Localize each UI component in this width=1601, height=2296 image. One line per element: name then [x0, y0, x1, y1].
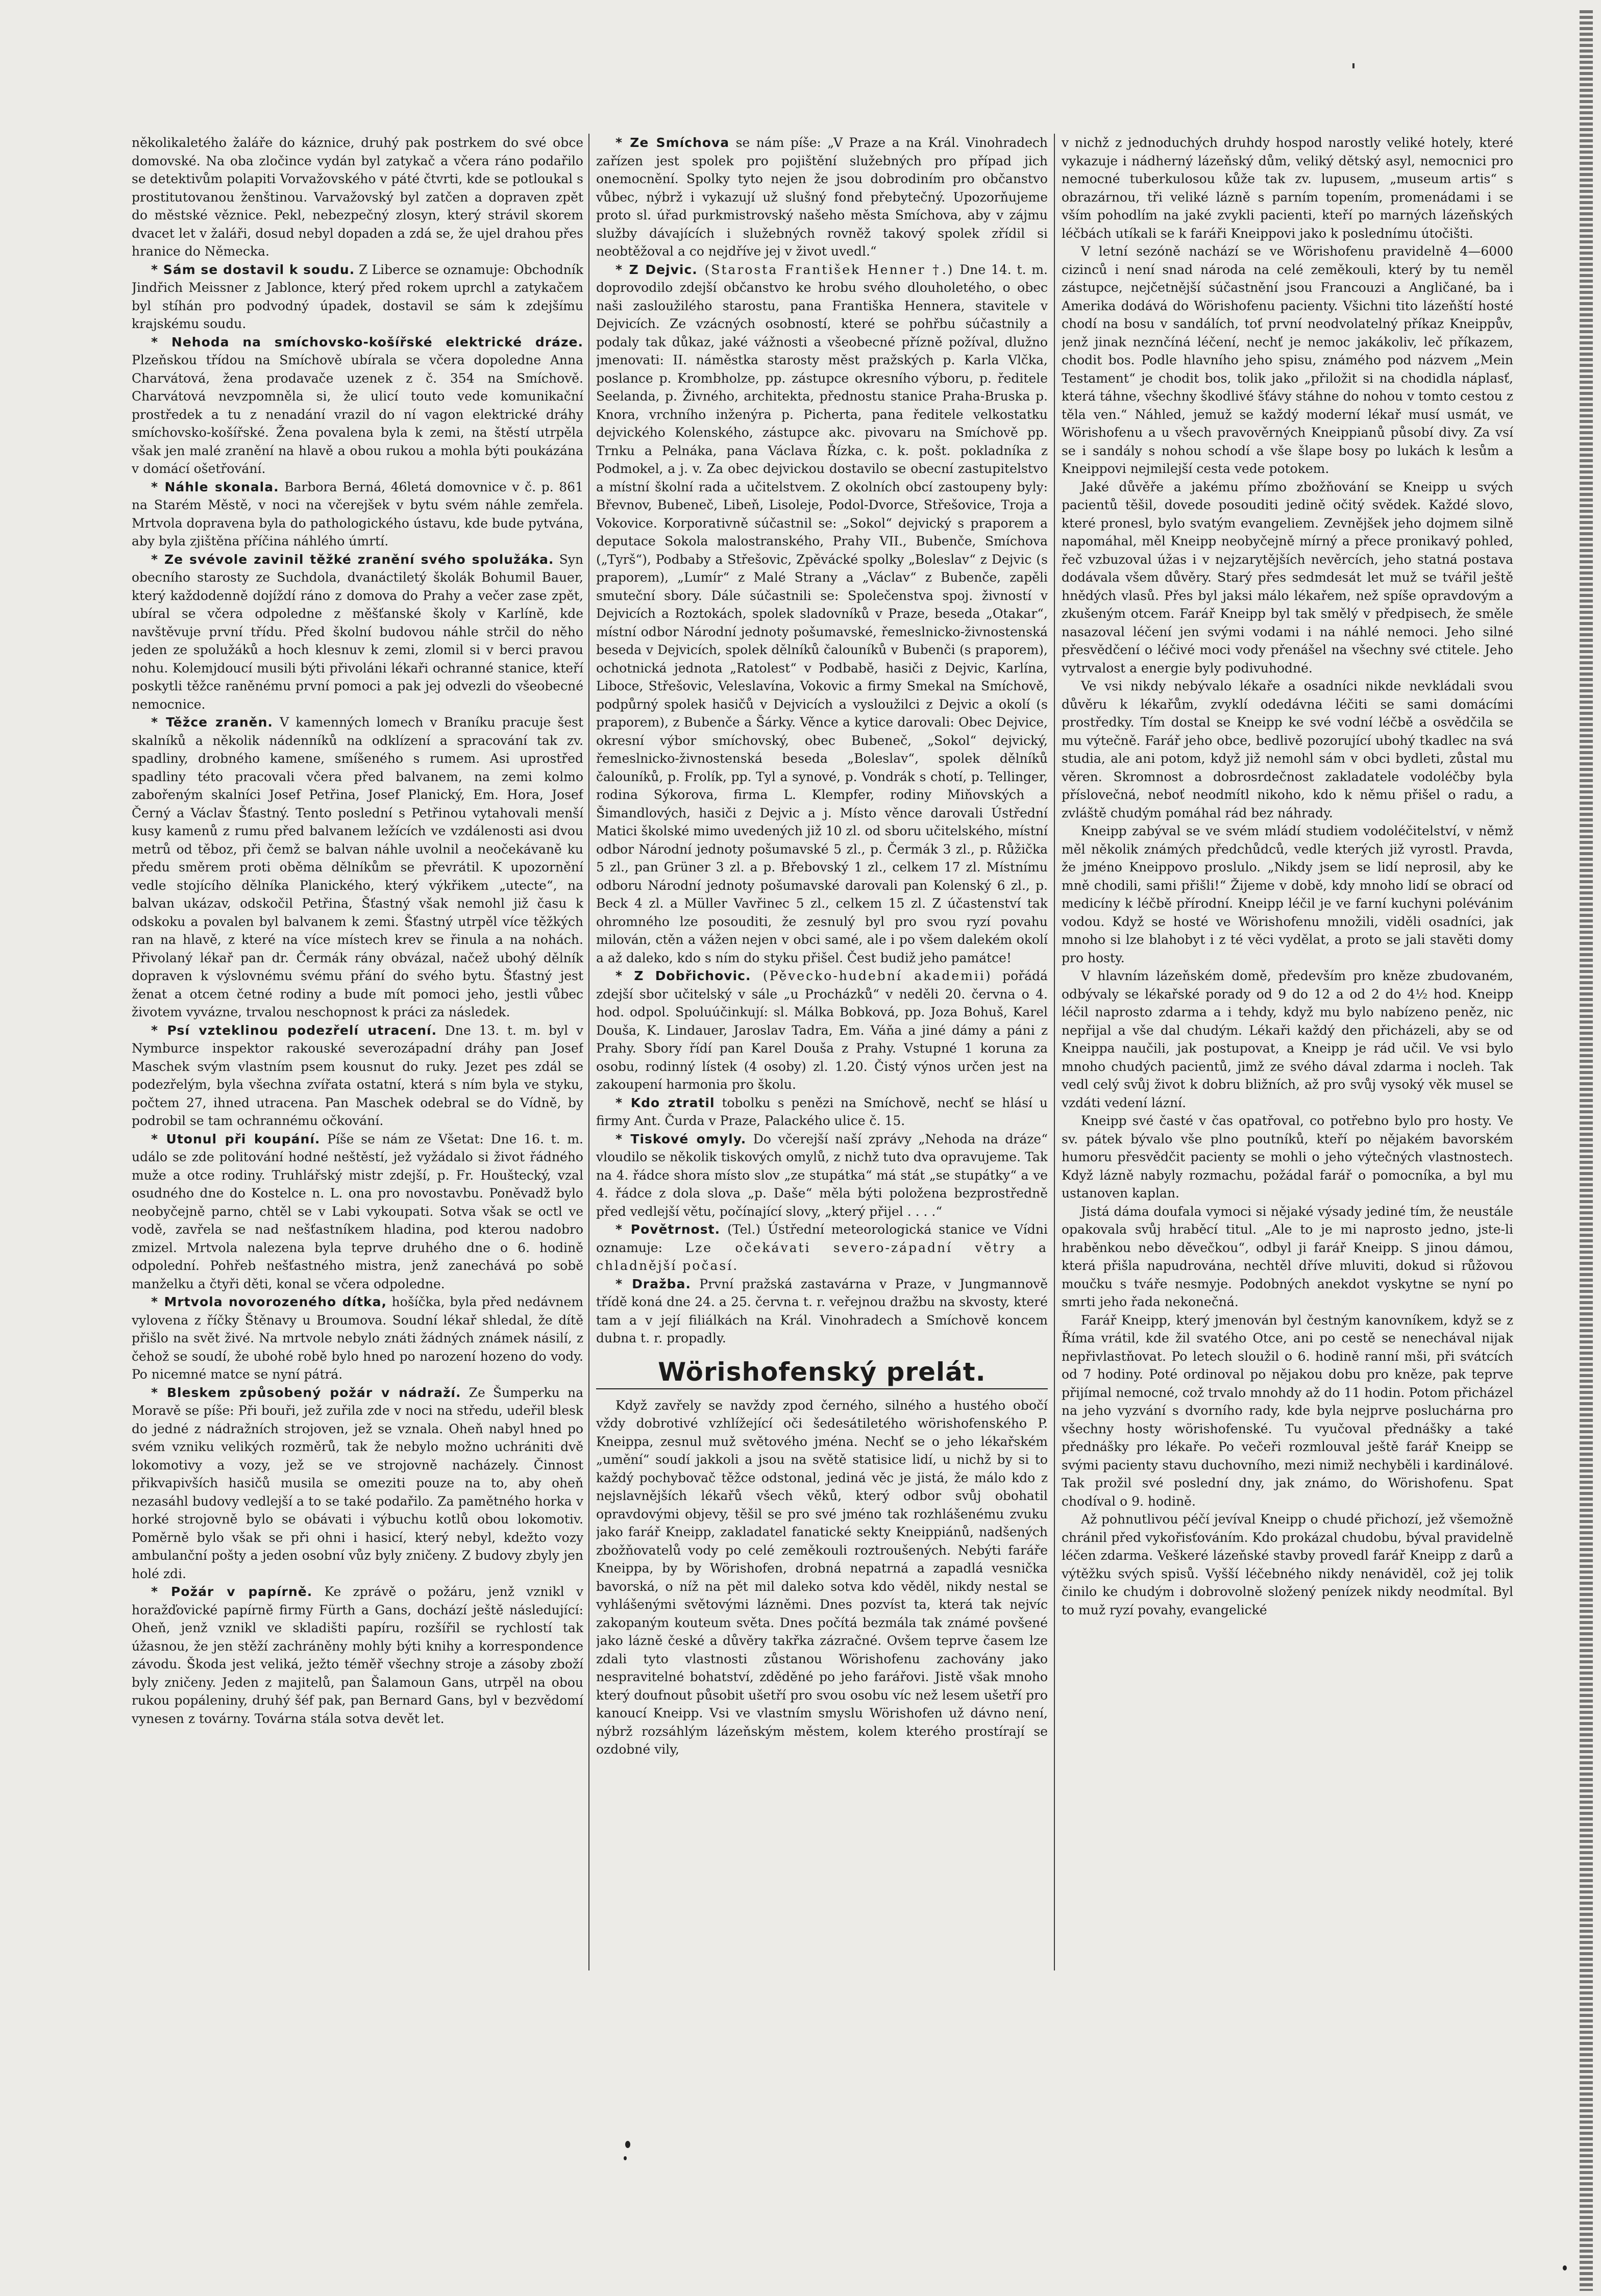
page-speck	[1563, 2265, 1567, 2270]
item-headline: * Ze svévole zavinil těžké zranění svého spolužáka.	[151, 552, 554, 567]
news-item	[596, 134, 1048, 261]
item-headline: * Kdo ztratil	[615, 1095, 715, 1110]
item-headline: * Mrtvola novorozeného dítka,	[151, 1294, 387, 1309]
item-text: Ze Šumperku na Moravě se píše: Při bouři, jež zuřila zde v noci na středu, udeřil blesk do jedné z nádražních strojoven, jež se vznala. Oheň nabyl hned po svém vzniku velikých rozměrů, tak že nebylo možno uchrániti dvě lokomotivy a vozy, jež se ve strojovně nacházely. Činnost přikvapivších hasičů musila se omeziti pouze na to, aby oheň nezasáhl budovy vedlejší a to se také podařilo. Za pamětného horka v horké strojovně bylo se obávati i výbuchu kotlů obou lokomotiv. Poměrně bylo však se při ohni i hasicí, který nebyl, kdežto vozy ambulanční pošty a jeden osobní vůz byly zničeny. Z budovy zbyly jen holé zdi.	[132, 1385, 583, 1581]
news-item	[596, 1220, 1048, 1275]
item-headline: * Ze Smíchova	[615, 135, 730, 150]
item-text: Syn obecního starosty ze Suchdola, dvanáctiletý školák Bohumil Bauer, který každodenně dojíždí ráno z domova do Prahy a večer zase zpět, ubíral se včera odpoledne z měšťanské školy v Karlíně, kde navštěvuje první třídu. Před školní budovou náhle strčil do něho jeden ze spolužáků a hoch klesnuv k zemi, zlomil si v berci pravou nohu. Kolemjdoucí musili býti přivoláni lékaři ochranné stanice, kteří poskytli těžce raněnému první pomoci a pak jej odvezli do všeobecné nemocnice.	[132, 552, 583, 712]
feature-paragraph: V letní sezóně nachází se ve Wörishofenu pravidelně 4—6000 cizinců i není snad národa na celé zeměkouli, který by tu neměl zástupce, nejčetnější súčastnění jsou Francouzi a Angličané, ba i Amerika dodává do Wörishofenu pacienty. Všichni tito lázeňští hosté chodí na bosu v sandálích, toť první neodvolatelný příkaz Kneippův, jenž jinak neznčíná léčení, nechť je nemoc jakákoliv, leč příkazem, chodit bos. Podle hlavního jeho spisu, známého pod názvem „Mein Testament“ je chodit bos, tolik jako „přiložit si na chodidla náplasť, která táhne, všechny škodlivé šťávy stáhne do nohou v tomto cestou z těla ven.“ Náhled, jemuž se každý moderní lékař musí usmát, ve Wörishofenu a u všech pravověrných Kneippianů působí divy. Za vsí se i sandály s nohou schodí a vše šlape bosy po lukách k lesům a Kneippovi nejmilejší cesta vede potokem.	[1062, 244, 1513, 476]
feature-paragraph: Kneipp zabýval se ve svém mládí studiem vodoléčitelství, v němž měl několik známých předchůdců, vedle kterých již vyrostl. Pravda, že jméno Kneippovo proslulo. „Nikdy jsem se lidí neprosil, aby ke mně chodili, sami přišli!“ Žijeme v době, kdy mnoho lidí se obrací od medicíny k léčbě přírodní. Kneipp léčil je ve farní kuchyni polévánim vodou. Když se hosté ve Wörishofenu množili, viděli osadníci, jak mnoho si lze blahobyt i z té věci vydělat, a proto se jali stavěti domy pro hosty.	[1062, 823, 1513, 965]
article-continuation: několikaletého žaláře do káznice, druhý pak postrkem do své obce domovské. Na oba zločince vydán byl zatykač a včera ráno podařilo se detektivům polapiti Vorvažovského v páté čtvrti, kde se potloukal s prostitutovanou ženštinou. Varvažovský byl zatčen a dopraven zpět do městské věznice. Pekl, nebezpečný zlosyn, který strávil skorem dvacet let v žaláři, dosud nebyl dopaden a zdá se, že ujel drahou přes hranice do Německa.	[132, 135, 583, 259]
news-item	[132, 478, 583, 551]
item-text: Plzeňskou třídou na Smíchově ubírala se včera dopoledne Anna Charvátová, žena prodavače uzenek z č. 354 na Smíchově. Charvátová nevzpomněla si, že ulicí touto vede komunikační prostředek a tu z nenadání vrazil do ní vagon elektrické dráhy smíchovsko-košířské. Žena povalena byla k zemi, na štěstí utrpěla však jen malé zranění na hlavě a obou rukou a mohla býti poukázána v domácí ošetřování.	[132, 353, 583, 476]
news-item	[132, 551, 583, 714]
item-headline: * Požár v papírně.	[151, 1584, 313, 1599]
news-item	[132, 1293, 583, 1384]
item-headline: * Psí vzteklinou podezřelí utracení.	[151, 1022, 437, 1038]
feature-paragraph: Ve vsi nikdy nebývalo lékaře a osadníci nikde nevkládali svou důvěru k lékařům, zvyklí odedávna léčiti se sami domácími prostředky. Tím dostal se Kneipp ke své vodní léčbě a osvědčila se mu výtečně. Farář jeho obce, bedlivě pozorující ubohý tkadlec na svá studia, ale ani potom, když již nemohl sám v obci bydleti, zůstal mu věren. Skromnost a dobrosrdečnost zakladatele vodoléčby byla příslovečná, neboť neodmítl nikoho, kdo k němu přišel o radu, a zvláště chudým pomáhal rád bez náhrady.	[1062, 679, 1513, 820]
news-item	[596, 967, 1048, 1094]
feature-paragraph: v nichž z jednoduchých druhdy hospod narostly veliké hotely, které vykazuje i nádherný lázeňský dům, veliký dětský asyl, nemocnici pro nemocné tuberkulosou kůže tak zv. lupusem, „museum artis“ s obrazárnou, tři veliké lázně s parním topením, promenádami i se vším pohodlím na jaké zvykli pacienti, kteří po marných lázeňských léčbách utíkali se k faráři Kneippovi jako k poslednímu útočišti.	[1062, 135, 1513, 241]
item-headline: * Těžce zraněn.	[151, 715, 273, 730]
item-subhead: (Starosta František Henner †.)	[697, 262, 954, 277]
item-headline: * Bleskem způsobený požár v nádraží.	[151, 1385, 461, 1400]
feature-paragraph: V hlavním lázeňském domě, především pro kněze zbudovaném, odbývaly se lékařské porady od 9 do 12 a od 2 do 4½ hod. Kneipp léčil naprosto zdarma a i tehdy, když mu bylo nabízeno peněz, nic nepřijal a vše dal chudým. Lékaři každý den přicházeli, aby se od Kneippa naučili, jak postupovat, a Kneipp je rád učil. Ve vsi bylo mnoho chudých pacientů, jimž ze svého dával zdarma i nocleh. Tak vedl celý svůj život k dobru bližních, až pro svůj vysoký věk musel se vzdáti vedení lázní.	[1062, 968, 1513, 1110]
item-text: Dne 13. t. m. byl v Nymburce inspektor rakouské severozápadní dráhy pan Josef Maschek svým vlastním psem kousnut do ruky. Jezet pes zdál se podezřelým, byla všechna zvířata ostatní, která s ním byla ve styku, počtem 27, ihned utracena. Pan Maschek odebral se do Vídně, by podrobil se tam ochrannému očkování.	[132, 1022, 583, 1128]
item-headline: * Dražba.	[615, 1276, 691, 1291]
item-headline: * Tiskové omyly.	[615, 1131, 747, 1146]
feature-paragraph: Když zavřely se navždy zpod černého, silného a hustého obočí vždy dobrotivé vzhlížející oči šedesátiletého wörishofenského P. Kneippa, zesnul muž světového jména. Nechť se o jeho lékařském „umění“ soudí jakkoli a jsou na světě statisice lidí, u nichž by si to každý pochybovač těžce odstonal, jediná věc je jistá, že málo kdo z nejslavnějších lékařů všech věků, který odbor svůj obohatil opravdovými objevy, těšil se pro své jméno tak rozhlášenému zvuku jako farář Kneipp, zakladatel fanatické sekty Kneippiánů, nadšených zbožňovatelů vody po celé zeměkouli roztroušených. Nebýti faráře Kneippa, by by Wörishofen, drobná nepatrná a zapadlá vesnička bavorská, o níž na pět mil daleko sotva kdo věděl, nikdy nestal se vyhlášenými světovými lázněmi. Dnes pozvíst ta, která tak nejvíc zakopaným kouteum světa. Dnes počítá bezmála tak známé povšené jako lázně české a důvěry takřka zázračné. Ovšem teprve časem lze zdali tyto vlastnosti zůstanou Wörishofenu zachovány jako nespravitelné bohatství, zděděné po jeho farářovi. Jistě však mnoho který doufnout působit ušetří pro svou osobu víc než lesem ušetří pro kanoucí Kneipp. Vsi ve vlastním smyslu Wörishofen už dávno není, nýbrž rozsáhlým lázeňským městem, kolem kterého prostírají se ozdobné vily,	[596, 1397, 1048, 1757]
news-item	[596, 1094, 1048, 1130]
column-rule-1	[588, 134, 589, 1970]
item-text: hošíčka, byla před nedávnem vylovena z říčky Štěnavy u Broumova. Soudní lékař shledal, že dítě přišlo na svět živé. Na mrtvole nebylo znáti žádných známek násilí, z čehož se soudí, že ubohé robě bylo hned po narození hozeno do vody. Po nicemné matce se nyní pátrá.	[132, 1294, 583, 1382]
feature-title: Wörishofenský prelát.	[596, 1356, 1048, 1389]
item-headline: * Nehoda na smíchovsko-košířské elektrické dráze.	[151, 334, 583, 350]
item-text: Dne 14. t. m. doprovodilo zdejší občanstvo ke hrobu svého dlouholetého, o obec naši zasloužilého starostu, pana Františka Hennera, stavitele v Dejvicích. Ze vzácných osobností, které se pohřbu súčastnily a podaly tak důkaz, jaké vážnosti a všeobecné přízně požíval, dlužno jmenovati: II. náměstka starosty měst pražských p. Karla Vlčka, poslance p. Krombholze, pp. zástupce okresního výboru, p. ředitele Seelanda, p. Živného, architekta, přednostu stanice Praha-Bruska p. Knora, vrchního inženýra p. Picherta, pana ředitele velkostatku dejvického Kolenského, zástupce akc. pivovaru na Smíchově pp. Trnku a Pelnáka, pana Václava Řízka, c. k. pošt. pokladníka z Podmokel, a j. v. Za obec dejvickou dostavilo se obecní zastupitelstvo a místní školní rada a učitelstvem. Z okolních obcí zastoupeny byly: Břevnov, Bubeneč, Libeň, Lisoleje, Podol-Dvorce, Střešovice, Troja a Vokovice. Korporativně súčastnil se: „Sokol“ dejvický s praporem a deputace Sokola malostranského, Prahy VII., Bubenče, Smíchova („Tyrš“), Podbaby a Střešovic, Zpěvácké spolky „Boleslav“ z Dejvic (s praporem), „Lumír“ z Malé Strany a „Václav“ z Bubenče, zapěli smuteční sbory. Dále súčastnili se: Společenstva spoj. živností v Dejvicích a Roztokách, spolek sladovníků v Praze, beseda „Otakar“, místní odbor Národní jednoty pošumavské, řemeslnicko-živnostenská beseda v Dejvicích, spolek dělníků čalouníků v Bubenči (s praporem), ochotnická jednota „Ratolest“ v Podbabě, hasiči z Dejvic, Karlína, Liboce, Střešovic, Veleslavína, Vokovic a firmy Smekal na Smíchově, podpůrný spolek hasičů v Dejvicích a vysloužilci z Dejvic a okolí (s praporem), z Bubenče a Šárky. Věnce a kytice darovali: Obec Dejvice, okresní výbor smíchovský, obec Bubeneč, „Sokol“ dejvický, řemeslnicko-živnostenská beseda „Boleslav“, spolek dělníků čalouníků, p. Frolík, pp. Tyl a synové, p. Vondrák s chotí, p. Tellinger, rodina Sýkorova, firma L. Klempfer, rodiny Miňovských a Šimandlových, hasiči z Dejvic a j. Místo věnce darovali Ústřední Matici školské mimo uvedených již 10 zl. od sboru učitelského, místní odbor Národní jednoty pošumavské 5 zl., p. Čermák 3 zl., p. Růžička 5 zl., pan Grüner 3 zl. a p. Břebovský 1 zl., celkem 17 zl. Místnímu odboru Národní jednoty pošumavské darovali pan Kolenský 6 zl., p. Beck 4 zl. a Müller Vavřinec 5 zl., celkem 15 zl. Z účastenství tak ohromného lze posouditi, že zesnulý byl pro svou ryzí povahu milován, ctěn a vážen nejen v obci samé, ale i po všem dalekém okolí a až daleko, kdo s ním do styku přišel. Čest budiž jeho památce!	[596, 262, 1048, 965]
item-text: pořádá zdejší sbor učitelský v sále „u Procházků“ v neděli 20. června o 4. hod. odpol. Spoluúčinkují: sl. Málka Bobková, pp. Joza Bohuš, Karel Douša, K. Lindauer, Jaroslav Tadra, Em. Váňa a jiné dámy a páni z Prahy. Sbory řídí pan Karel Douša z Prahy. Vstupné 1 koruna za osobu, rodinný lístek (4 osoby) zl. 1.20. Čistý výnos určen jest na zakoupení harmonia pro školu.	[596, 968, 1048, 1092]
news-item	[596, 261, 1048, 967]
column-rule-2	[1054, 134, 1055, 1970]
item-text: se nám píše: „V Praze a na Král. Vinohradech zařízen jest spolek pro pojištění služebných pro případ jich onemocnění. Spolky tyto nejen že jsou dobrodiním pro občanstvo vůbec, nýbrž i vykazují už slušný fond přebytečný. Upozorňujeme proto sl. úřad purkmistrovský našeho města Smíchova, aby v zájmu služby dávajících i služebných rovněž takový spolek zřídil si neobtěžoval a co nejdříve jej v život uvedl.“	[596, 135, 1048, 259]
news-item	[132, 1130, 583, 1293]
item-subhead: (Pěvecko-hudební akademii)	[751, 968, 992, 983]
news-item	[596, 1275, 1048, 1347]
news-item	[596, 1130, 1048, 1221]
item-headline: * Povětrnost.	[615, 1222, 721, 1237]
item-headline: * Sám se dostavil k soudu.	[151, 262, 355, 277]
item-headline: * Z Dobřichovic.	[615, 968, 751, 983]
news-item	[132, 1384, 583, 1583]
page-speck	[1352, 63, 1354, 68]
feature-paragraph: Jaké důvěře a jakému přímo zbožňování se Kneipp u svých pacientů těšil, dovede posouditi jedině očitý svědek. Každé slovo, které pronesl, bylo svatým evangeliem. Zevnějšek jeho dojmem silně napomáhal, měl Kneipp neobyčejně mírný a přece pronikavý pohled, řeč vzbuzoval úžas i v nejzarytějších nevěrcích, jeho statná postava dodávala všem důvěry. Starý přes sedmdesát let muž se tvářil ještě hnědých vlasů. Přes byl jaksi málo lékařem, než spíše opravdovým a zkušeným otcem. Farář Kneipp byl tak smělý v předpisech, že směle nasazoval léčení jen svými vodami i na náhlé nemoci. Jeho silné přesvědčení o léčivé moci vody přenášel na všechny své ctitele. Jeho vytrvalost a energie byly podivuhodné.	[1062, 479, 1513, 676]
column-3	[1062, 134, 1513, 2001]
column-2	[596, 134, 1048, 2001]
news-item	[132, 333, 583, 478]
feature-paragraph: Farář Kneipp, který jmenován byl čestným kanovníkem, když se z Říma vrátil, kde žil svatého Otce, ani po cestě se nenechával nijak nepřivlastňovat. Po letech sloužil o 6. hodině ranní mši, při svátcích od 7 hodiny. Poté ordinoval po nějakou dobu pro kněze, pak teprve přijímal nemocné, což trvalo mnohdy až do 11 hodin. Potom přicházel na jeho vyzvání s dvorního rady, kde byla nejprve posluchárna pro všechny hosty wörishofenské. Tu vyučoval přednášky a také přednášky pro lékaře. Po večeři rozmlouval ještě farář Kneipp se svými pacienty stavu duchovního, mezi nimiž nechyběli i kardinálové. Tak prožil své poslední dny, jak známo, do Wörishofenu. Spat chodíval o 9. hodině.	[1062, 1312, 1513, 1509]
forecast-text: Lze očekávati severo-západní větry a chladnější počasí.	[596, 1240, 1048, 1273]
news-item	[132, 1021, 583, 1130]
item-text: Píše se nám ze Všetat: Dne 16. t. m. událo se zde politování hodné neštěstí, jež vyžádalo si život řádného muže a otce rodiny. Truhlářský mistr zdejší, p. Fr. Houštecký, vzal osudného dne do Kostelce n. L. ona pro novostavbu. Poněvadž bylo neobyčejně parno, chtěl se v Labi vykoupati. Sotva však se octl ve vodě, zavřela se nad nešťastníkem hladina, pod kterou nadobro zmizel. Mrtvola nalezena byla teprve druhého dne o 6. hodině odpolední. Pohřeb nešťastného mistra, jenž zanechává po sobě manželku a čtyři děti, konal se včera odpoledne.	[132, 1131, 583, 1291]
item-headline: * Z Dejvic.	[615, 262, 698, 277]
column-1	[132, 134, 583, 2001]
item-text: (Tel.) Ústřední meteorologická stanice ve Vídni oznamuje:	[596, 1222, 1048, 1255]
scan-edge	[1580, 10, 1593, 2291]
item-headline: * Utonul při koupání.	[151, 1131, 321, 1146]
feature-paragraph: Kneipp své časté v čas opatřoval, co potřebno bylo pro hosty. Ve sv. pátek bývalo vše plno poutníků, kteří po nějakém bavorském humoru přesvědčit pacienty se mohli o jeho výtečných vlastnostech. Když lázně nabyly rozmachu, požádal farář o pomocníka, a byl mu ustanoven kaplan.	[1062, 1113, 1513, 1201]
item-text: Do včerejší naší zprávy „Nehoda na dráze“ vloudilo se několik tiskových omylů, z nichž tuto dva opravujeme. Tak na 4. řádce shora místo slov „ze stupátka“ má stát „se stupátky“ a ve 4. řádce z dola slova „p. Daše“ měla býti položena bezprostředně před vedlejší větu, počínající slovy, „který přijel . . . .“	[596, 1131, 1048, 1219]
page-speck	[624, 2156, 627, 2160]
feature-paragraph: Až pohnutlivou péčí jevíval Kneipp o chudé přichozí, jež všemožně chránil před vykořisťováním. Kdo prokázal chudobu, býval pravidelně léčen zdarma. Veškeré lázeňské stavby provedl farář Kneipp z darů a výtěžku svých spisů. Vyšší léčebného nikdy nenáviděl, což jej tolik činilo ke chudým i dobrovolně složený penízek nikdy neodmítal. Byl to muž ryzí povahy, evangelické	[1062, 1512, 1513, 1617]
item-text: V kamenných lomech v Braníku pracuje šest skalníků a několik nádenníků na odklízení a spracování tak zv. spadliny, drobného kamene, smíšeného s rumem. Asi uprostřed spadliny této pracovali včera před balvanem, na zemi kolmo zabořeným skalníci Josef Petřina, Josef Planický, Em. Hora, Josef Černý a Václav Šťastný. Tento poslední s Petřinou vytahovali menší kusy kamenů z rumu před balvanem ležících ve vzdálenosti asi dvou metrů od těboz, při čemž se balvan náhle uvolnil a neočekávaně ku předu směrem proti oběma dělníkům se převrátil. K upozornění vedle stojícího dělníka Planického, který výkřikem „utecte“, na balvan ukázav, odskočil Petřina, Šťastný však nemohl již času k odskoku a povalen byl balvanem k zemi. Šťastný utrpěl více těžkých ran na hlavě, z které na více místech krev se řinula a na nohách. Přivolaný lékař pan dr. Čermák rány obvázal, načež ubohý dělník dopraven k výslovnému svému přání do svého bytu. Šťastný jest ženat a otcem četné rodiny a bude mít pomoci jeho, jestli vůbec životem vyvázne, trvalou neschopnost k práci za následek.	[132, 715, 583, 1019]
news-item	[132, 713, 583, 1021]
item-headline: * Náhle skonala.	[151, 479, 279, 494]
item-text: tobolku s penězi na Smíchově, nechť se hlásí u firmy Ant. Čurda v Praze, Palackého ulice č. 15.	[596, 1095, 1048, 1128]
page-speck	[625, 2141, 630, 2148]
item-text: Ke zprávě o požáru, jenž vznikl v horažďovické papírně firmy Fürth a Gans, dochází ještě následující: Oheň, jenž vznikl ve skladišti papíru, rozšířil se rychlostí tak úžasnou, že jen stěží zachráněny mohly býti knihy a korrespondence závodu. Škoda jest veliká, ježto téměř všechny stroje a zásoby zboží byly zničeny. Jeden z majitelů, pan Šalamoun Gans, utrpěl na obou rukou popáleniny, druhý šéf pak, pan Bernard Gans, byl v bezvědomí vynesen z továrny. Továrna stála sotva devět let.	[132, 1584, 583, 1726]
news-item	[132, 261, 583, 333]
feature-paragraph: Jistá dáma doufala vymoci si nějaké výsady jediné tím, že neustále opakovala svůj hraběcí titul. „Ale to je mi naprosto jedno, jste-li hraběnkou nebo děvečkou“, odbyl ji farář Kneipp. S jinou dámou, která přišla napudrována, nechtěl dříve mluviti, dokud si růžovou moučku s tváře nesmyje. Podobných anekdot vyskytne se nyní po smrti jeho řada nekonečná.	[1062, 1204, 1513, 1309]
item-text: Z Liberce se oznamuje: Obchodník Jindřich Meissner z Jablonce, který před rokem uprchl a zatykačem byl stíhán pro podvodný úpadek, dostavil se sám k zdejšímu krajskému soudu.	[132, 262, 583, 331]
news-item	[132, 1583, 583, 1728]
item-text: První pražská zastavárna v Praze, v Jungmannově třídě koná dne 24. a 25. června t. r. veřejnou dražbu na skvosty, které tam a v její filiálkách na Král. Vinohradech a Smíchově koncem dubna t. r. propadly.	[596, 1276, 1048, 1345]
item-text: Barbora Berná, 46letá domovnice v č. p. 861 na Starém Městě, v noci na včerejšek v bytu svém náhle zemřela. Mrtvola dopravena byla do pathologického ústavu, kde bude pytvána, aby byla zjištěna příčina náhlého úmrtí.	[132, 479, 583, 548]
